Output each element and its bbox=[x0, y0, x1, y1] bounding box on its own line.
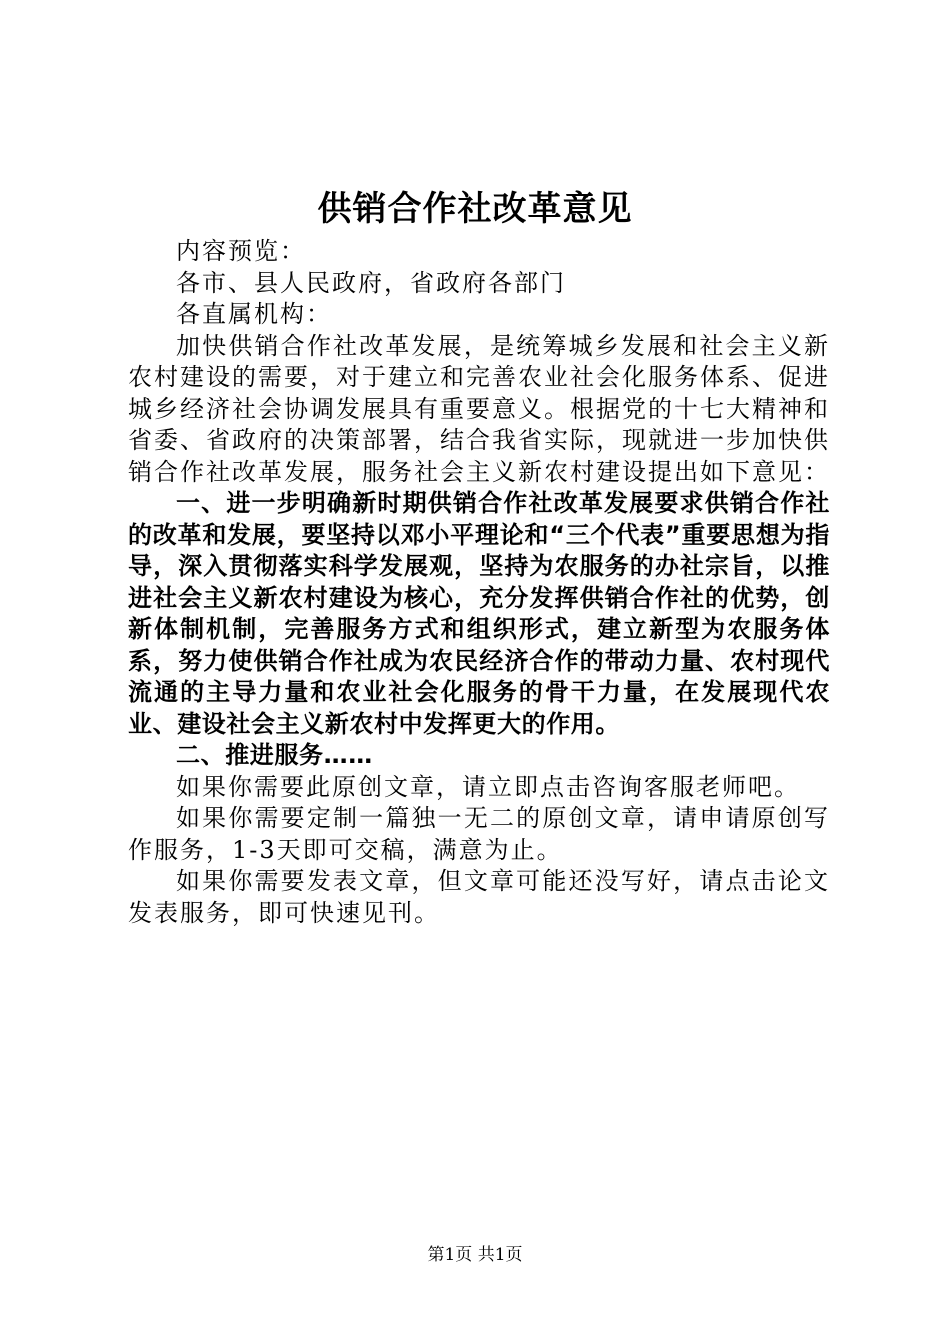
section-one-paragraph: 一、进一步明确新时期供销合作社改革发展要求供销合作社的改革和发展，要坚持以邓小平理论和“三个代表”重要思想为指导，深入贯彻落实科学发展观，坚持为农服务的办社宗旨，以推进社会主义新农村建设为核心，充分发挥供销合作社的优势，创新体制机制，完善服务方式和组织形式，建立新型为农服务体系，努力使供销合作社成为农民经济合作的带动力量、农村现代流通的主导力量和农业社会化服务的骨干力量，在发展现代农业、建设社会主义新农村中发挥更大的作用。 bbox=[128, 489, 830, 738]
document-title: 供销合作社改革意见 bbox=[317, 189, 633, 229]
intro-paragraph: 加快供销合作社改革发展，是统筹城乡发展和社会主义新农村建设的需要，对于建立和完善农业社会化服务体系、促进城乡经济社会协调发展具有重要意义。根据党的十七大精神和省委、省政府的决策部署，结合我省实际，现就进一步加快供销合作社改革发展，服务社会主义新农村建设提出如下意见： bbox=[128, 331, 830, 486]
document-body bbox=[128, 236, 830, 929]
page-footer: 第1页 共1页 bbox=[427, 1245, 523, 1265]
section-two-heading: 二、推进服务…… bbox=[176, 741, 373, 769]
preview-label: 内容预览： bbox=[176, 237, 306, 265]
promo-paragraph-3: 如果你需要发表文章，但文章可能还没写好，请点击论文发表服务，即可快速见刊。 bbox=[128, 867, 830, 927]
promo-paragraph-1: 如果你需要此原创文章，请立即点击咨询客服老师吧。 bbox=[176, 772, 800, 801]
addressee-line-1: 各市、县人民政府，省政府各部门 bbox=[176, 268, 566, 297]
promo-paragraph-2: 如果你需要定制一篇独一无二的原创文章，请申请原创写作服务，1-3天即可交稿，满意为止。 bbox=[128, 804, 830, 864]
addressee-line-2: 各直属机构： bbox=[176, 300, 332, 328]
